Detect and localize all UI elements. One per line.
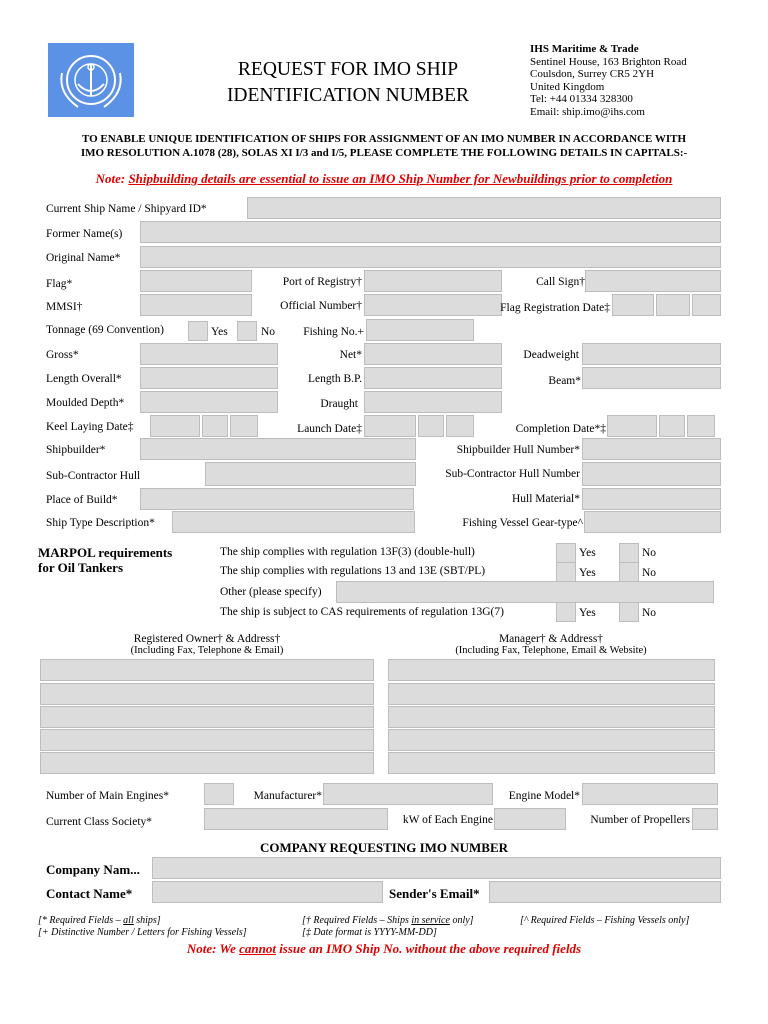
owner-title: Registered Owner† & Address† [133, 633, 281, 645]
keel-date-day[interactable] [230, 415, 258, 437]
launch-date-year[interactable] [364, 415, 416, 437]
beam-field[interactable] [582, 367, 721, 389]
main-engines-field[interactable] [204, 783, 234, 805]
draught-label: Draught [320, 398, 358, 410]
flag-reg-date-day[interactable] [692, 294, 721, 316]
imo-logo [48, 43, 134, 117]
ship-type-label: Ship Type Description* [46, 517, 155, 529]
org-name: IHS Maritime & Trade [530, 43, 639, 55]
flag-field[interactable] [140, 270, 252, 292]
footer-req-all-pre: [* Required Fields – [38, 915, 124, 926]
call-sign-field[interactable] [585, 270, 721, 292]
fishing-no-label: Fishing No.+ [303, 326, 364, 338]
owner-subtitle: (Including Fax, Telephone & Email) [130, 645, 284, 656]
length-overall-field[interactable] [140, 367, 278, 389]
address-line-3: United Kingdom [530, 80, 605, 93]
marpol-q1-no-checkbox[interactable] [619, 543, 639, 563]
mmsi-label: MMSI† [46, 301, 83, 313]
telephone: Tel: +44 01334 328300 [530, 93, 633, 105]
gear-type-label: Fishing Vessel Gear-type^ [462, 517, 583, 529]
marpol-q1: The ship complies with regulation 13F(3) (double-hull) [220, 546, 475, 558]
note-prefix: Note: [95, 171, 126, 186]
port-label: Port of Registry† [282, 276, 362, 288]
port-field[interactable] [364, 270, 502, 292]
tonnage-label: Tonnage (69 Convention) [46, 324, 165, 336]
final-note-u: cannot [239, 941, 276, 956]
marpol-q4-yes-checkbox[interactable] [556, 602, 576, 622]
manager-heading [386, 633, 716, 656]
manager-title: Manager† & Address† [498, 633, 604, 645]
engine-model-field[interactable] [582, 783, 718, 805]
original-name-label: Original Name* [46, 252, 121, 264]
manager-address-line[interactable] [388, 706, 715, 728]
shipbuilder-label: Shipbuilder* [46, 444, 106, 456]
moulded-depth-field[interactable] [140, 391, 278, 413]
net-label: Net* [339, 349, 362, 361]
marpol-heading-2: for Oil Tankers [38, 560, 124, 575]
footer-req-service-post: only] [449, 915, 474, 926]
final-note-pre: Note: We [186, 941, 240, 956]
marpol-q2-no-label: No [642, 567, 657, 579]
footer-date-format: [‡ Date format is YYYY-MM-DD] [302, 927, 437, 938]
class-society-label: Current Class Society* [46, 816, 153, 828]
contact-name-label: Contact Name* [46, 886, 133, 901]
company-name-label: Company Nam... [46, 862, 140, 877]
manufacturer-field[interactable] [323, 783, 493, 805]
class-society-field[interactable] [204, 808, 388, 830]
flag-label: Flag* [46, 278, 73, 290]
sub-contractor-label: Sub-Contractor Hull [46, 470, 141, 482]
title-line-2: IDENTIFICATION NUMBER [226, 85, 470, 106]
flag-reg-date-month[interactable] [656, 294, 690, 316]
footer-required-fishing: [^ Required Fields – Fishing Vessels only] [520, 915, 690, 926]
propellers-field[interactable] [692, 808, 718, 830]
final-note-post: issue an IMO Ship No. without the above required fields [275, 941, 582, 956]
draught-field[interactable] [364, 391, 502, 413]
title-line-1: REQUEST FOR IMO SHIP [237, 59, 459, 80]
launch-date-month[interactable] [418, 415, 444, 437]
gross-field[interactable] [140, 343, 278, 365]
company-name-field[interactable] [152, 857, 721, 879]
marpol-q4-no-label: No [642, 607, 657, 619]
marpol-q4: The ship is subject to CAS requirements of regulation 13G(7) [220, 606, 504, 618]
address-line-1: Sentinel House, 163 Brighton Road [530, 55, 687, 68]
marpol-q2: The ship complies with regulations 13 and 13E (SBT/PL) [220, 565, 486, 577]
completion-date-year[interactable] [607, 415, 657, 437]
length-overall-label: Length Overall* [46, 373, 122, 385]
tonnage-yes-label: Yes [211, 326, 228, 338]
marpol-q1-yes-label: Yes [579, 547, 596, 559]
keel-date-month[interactable] [202, 415, 228, 437]
owner-address-line[interactable] [40, 706, 374, 728]
current-name-label: Current Ship Name / Shipyard ID* [46, 203, 207, 215]
contact-name-field[interactable] [152, 881, 383, 903]
instructions [30, 132, 738, 160]
length-bp-field[interactable] [364, 367, 502, 389]
manufacturer-label: Manufacturer* [253, 790, 322, 802]
sender-email-label: Sender's Email* [389, 886, 480, 901]
deadweight-field[interactable] [582, 343, 721, 365]
launch-date-label: Launch Date‡ [297, 423, 362, 435]
footer-required-all [38, 915, 161, 926]
manager-subtitle: (Including Fax, Telephone, Email & Website) [455, 645, 647, 656]
hull-material-field[interactable] [582, 488, 721, 510]
owner-address-line[interactable] [40, 729, 374, 751]
hull-number-field[interactable] [582, 438, 721, 460]
length-bp-label: Length B.P. [308, 373, 362, 385]
marpol-q2-no-checkbox[interactable] [619, 562, 639, 582]
footer-required-service [302, 915, 474, 926]
shipbuilder-field[interactable] [140, 438, 416, 460]
deadweight-label: Deadweight [523, 349, 579, 361]
form-title [198, 57, 498, 109]
tonnage-no-checkbox[interactable] [237, 321, 257, 341]
marpol-other-field[interactable] [336, 581, 714, 603]
manager-address-line[interactable] [388, 752, 715, 774]
keel-date-label: Keel Laying Date‡ [46, 421, 134, 433]
call-sign-label: Call Sign† [536, 276, 585, 288]
moulded-depth-label: Moulded Depth* [46, 397, 125, 409]
marpol-q4-no-checkbox[interactable] [619, 602, 639, 622]
completion-date-day[interactable] [687, 415, 715, 437]
shipbuilding-note [30, 171, 738, 187]
keel-date-year[interactable] [150, 415, 200, 437]
manager-address-line[interactable] [388, 729, 715, 751]
marpol-q1-no-label: No [642, 547, 657, 559]
sender-email-field[interactable] [489, 881, 721, 903]
propellers-label: Number of Propellers [590, 814, 690, 826]
kw-field[interactable] [494, 808, 566, 830]
flag-reg-date-year[interactable] [612, 294, 654, 316]
marpol-q3: Other (please specify) [220, 586, 322, 598]
current-name-field[interactable] [247, 197, 721, 219]
hull-number-label: Shipbuilder Hull Number* [456, 444, 580, 456]
place-build-label: Place of Build* [46, 494, 118, 506]
marpol-q2-yes-checkbox[interactable] [556, 562, 576, 582]
gear-type-field[interactable] [584, 511, 721, 533]
company-heading: COMPANY REQUESTING IMO NUMBER [259, 840, 509, 855]
tonnage-no-label: No [261, 326, 276, 338]
sub-hull-number-field[interactable] [582, 462, 721, 486]
net-field[interactable] [364, 343, 502, 365]
fishing-no-field[interactable] [366, 319, 474, 341]
instructions-line-2: IMO RESOLUTION A.1078 (28), SOLAS XI I/3 and I/5, PLEASE COMPLETE THE FOLLOWING DETAILS IN CAPITALS:- [80, 147, 688, 159]
sub-hull-number-label: Sub-Contractor Hull Number [445, 468, 580, 480]
hull-material-label: Hull Material* [511, 493, 580, 505]
completion-date-label: Completion Date*‡ [515, 423, 606, 435]
marpol-heading-1: MARPOL requirements [38, 545, 173, 560]
former-names-label: Former Name(s) [46, 228, 123, 240]
marpol-q4-yes-label: Yes [579, 607, 596, 619]
official-number-label: Official Number† [280, 300, 362, 312]
footer-distinctive: [+ Distinctive Number / Letters for Fishing Vessels] [38, 927, 247, 938]
footer-req-all-u: all [123, 915, 134, 926]
footer-req-service-pre: [† Required Fields – Ships [302, 915, 412, 926]
completion-date-month[interactable] [659, 415, 685, 437]
sub-contractor-field[interactable] [205, 462, 416, 486]
owner-heading [40, 633, 374, 656]
org-address [530, 43, 687, 118]
instructions-line-1: TO ENABLE UNIQUE IDENTIFICATION OF SHIPS FOR ASSIGNMENT OF AN IMO NUMBER IN ACCORDANCE WITH [81, 133, 687, 145]
owner-address-line[interactable] [40, 752, 374, 774]
owner-address-line[interactable] [40, 683, 374, 705]
email: Email: ship.imo@ihs.com [530, 105, 645, 118]
mmsi-field[interactable] [140, 294, 252, 316]
owner-address-line[interactable] [40, 659, 374, 681]
main-engines-label: Number of Main Engines* [46, 790, 169, 802]
footer-req-all-post: ships] [133, 915, 161, 926]
flag-reg-date-label: Flag Registration Date‡ [500, 302, 610, 314]
place-build-field[interactable] [140, 488, 414, 510]
kw-label: kW of Each Engine [402, 814, 493, 826]
engine-model-label: Engine Model* [508, 790, 580, 802]
tonnage-yes-checkbox[interactable] [188, 321, 208, 341]
marpol-q2-yes-label: Yes [579, 567, 596, 579]
marpol-q1-yes-checkbox[interactable] [556, 543, 576, 563]
gross-label: Gross* [46, 349, 79, 361]
launch-date-day[interactable] [446, 415, 474, 437]
former-names-field[interactable] [140, 221, 721, 243]
ship-type-field[interactable] [172, 511, 415, 533]
final-note [0, 941, 768, 957]
note-text: Shipbuilding details are essential to issue an IMO Ship Number for Newbuildings prior to completion [128, 171, 673, 186]
footer-req-service-u: in service [411, 915, 450, 926]
beam-label: Beam* [548, 375, 581, 387]
original-name-field[interactable] [140, 246, 721, 268]
manager-address-line[interactable] [388, 659, 715, 681]
manager-address-line[interactable] [388, 683, 715, 705]
address-line-2: Coulsdon, Surrey CR5 2YH [530, 68, 655, 80]
